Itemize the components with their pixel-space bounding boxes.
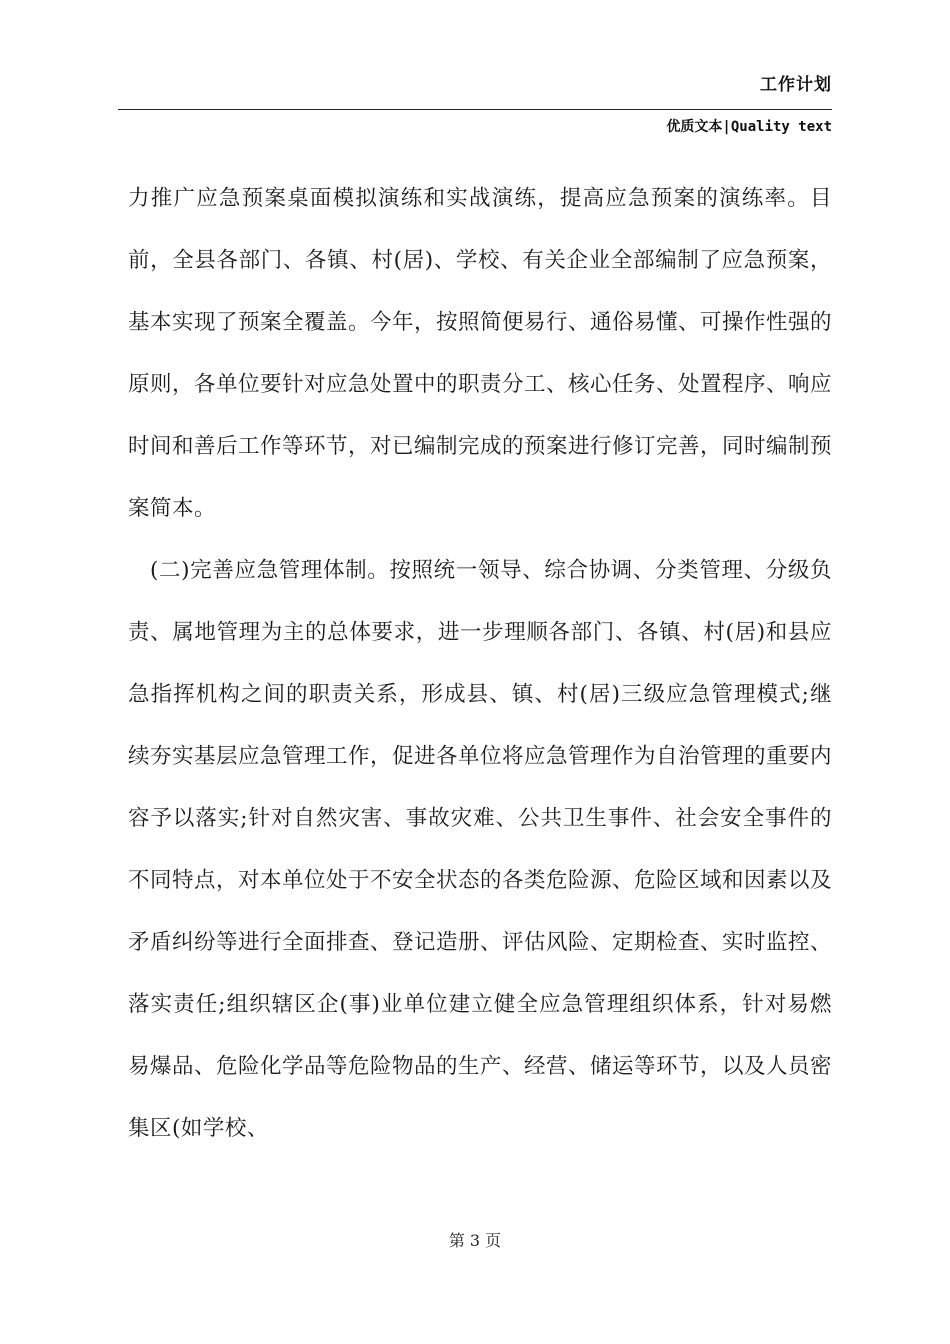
header-divider <box>118 109 832 110</box>
document-body <box>128 168 832 1160</box>
paragraph-2: (二)完善应急管理体制。按照统一领导、综合协调、分类管理、分级负责、属地管理为主的总体要求，进一步理顺各部门、各镇、村(居)和县应急指挥机构之间的职责关系，形成县、镇、村(居)三级应急管理模式;继续夯实基层应急管理工作，促进各单位将应急管理作为自治管理的重要内容予以落实;针对自然灾害、事故灾难、公共卫生事件、社会安全事件的不同特点，对本单位处于不安全状态的各类危险源、危险区域和因素以及矛盾纠纷等进行全面排查、登记造册、评估风险、定期检查、实时监控、落实责任;组织辖区企(事)业单位建立健全应急管理组织体系，针对易燃易爆品、危险化学品等危险物品的生产、经营、储运等环节，以及人员密集区(如学校、 <box>128 558 833 1141</box>
page-number: 第 3 页 <box>448 1231 502 1250</box>
header-subtitle: 优质文本|Quality text <box>666 119 832 135</box>
header-title: 工作计划 <box>760 75 832 95</box>
paragraph-1: 力推广应急预案桌面模拟演练和实战演练，提高应急预案的演练率。目前，全县各部门、各镇、村(居)、学校、有关企业全部编制了应急预案，基本实现了预案全覆盖。今年，按照简便易行、通俗易懂、可操作性强的原则，各单位要针对应急处置中的职责分工、核心任务、处置程序、响应时间和善后工作等环节，对已编制完成的预案进行修订完善，同时编制预案简本。 <box>128 186 833 521</box>
